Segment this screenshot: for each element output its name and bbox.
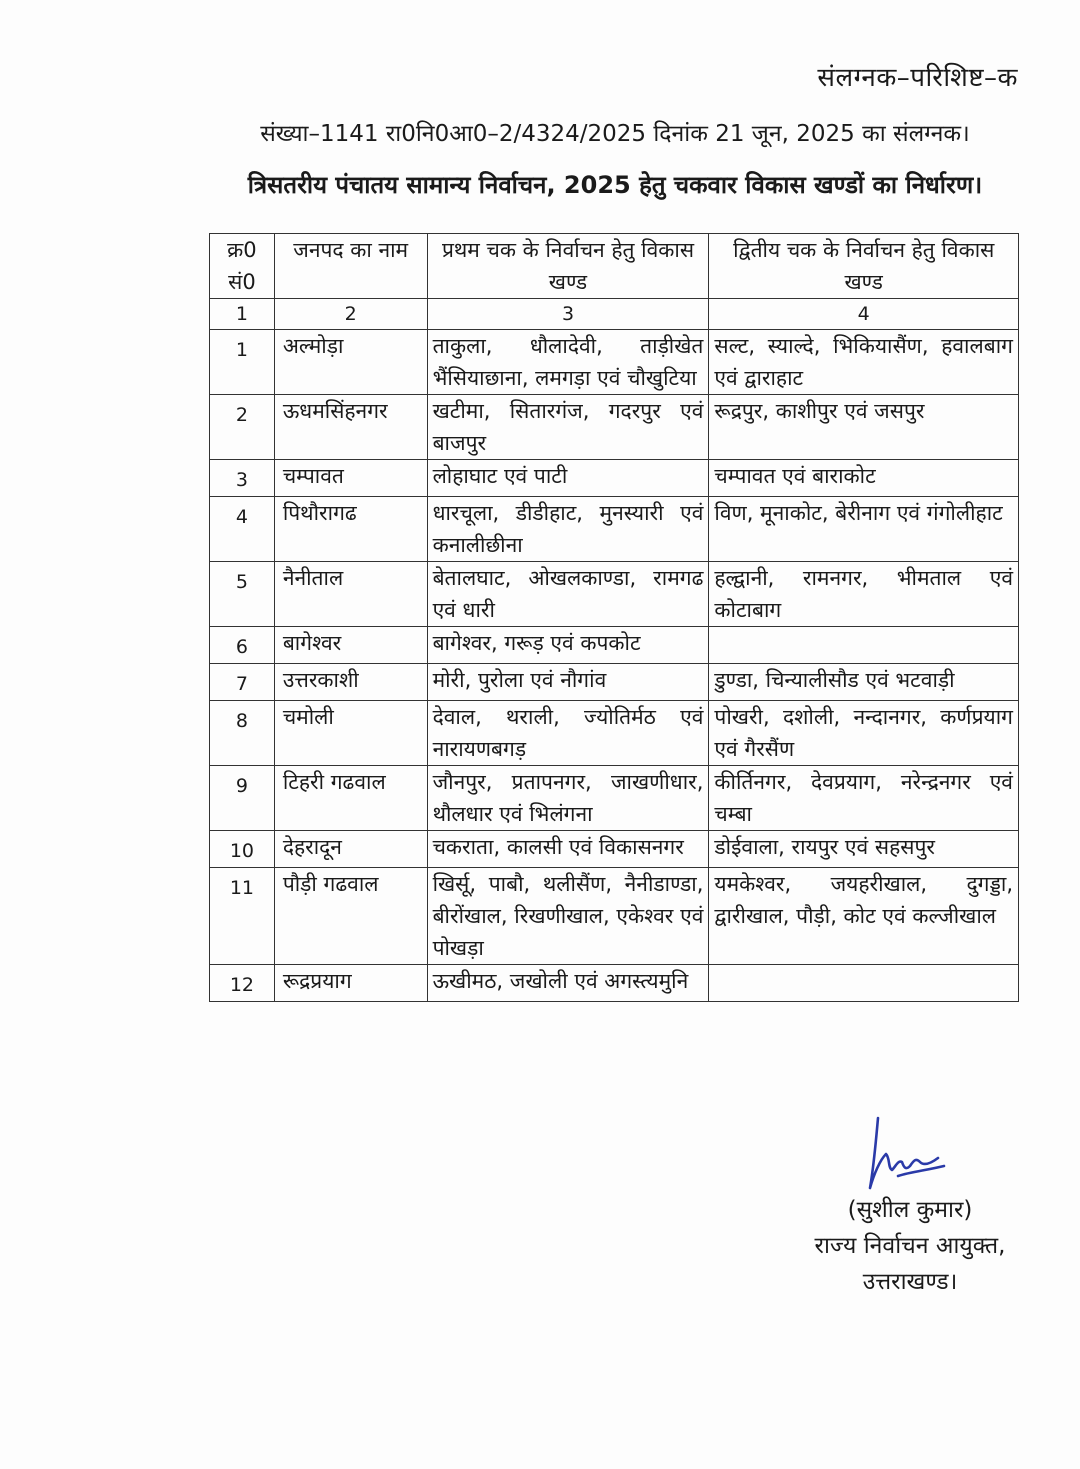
column-number: 2 (274, 299, 427, 330)
serial-number-cell: 11 (210, 868, 275, 965)
serial-number-cell: 3 (210, 460, 275, 497)
serial-number-cell: 8 (210, 701, 275, 766)
district-cell: नैनीताल (274, 562, 427, 627)
serial-number-cell: 10 (210, 831, 275, 868)
phase1-blocks-cell: बागेश्वर, गरूड़ एवं कपकोट (427, 627, 709, 664)
district-cell: पिथौरागढ (274, 497, 427, 562)
table-header-row (210, 234, 1019, 299)
development-blocks-table (209, 233, 1019, 1002)
phase2-blocks-cell: रूद्रपुर, काशीपुर एवं जसपुर (709, 395, 1019, 460)
district-cell: पौड़ी गढवाल (274, 868, 427, 965)
header-phase2: द्वितीय चक के निर्वाचन हेतु विकास खण्ड (709, 234, 1019, 299)
table-row (210, 627, 1019, 664)
district-cell: चम्पावत (274, 460, 427, 497)
serial-number-cell: 2 (210, 395, 275, 460)
table-row (210, 868, 1019, 965)
header-phase1: प्रथम चक के निर्वाचन हेतु विकास खण्ड (427, 234, 709, 299)
phase2-blocks-cell: डोईवाला, रायपुर एवं सहसपुर (709, 831, 1019, 868)
table-row (210, 965, 1019, 1002)
signatory-name: (सुशील कुमार) (847, 1197, 973, 1223)
serial-number-cell: 9 (210, 766, 275, 831)
phase2-blocks-cell: विण, मूनाकोट, बेरीनाग एवं गंगोलीहाट (709, 497, 1019, 562)
table-row (210, 766, 1019, 831)
district-cell: उत्तरकाशी (274, 664, 427, 701)
table-row (210, 664, 1019, 701)
signatory-text (780, 1192, 1040, 1300)
district-cell: चमोली (274, 701, 427, 766)
table-row (210, 701, 1019, 766)
serial-number-cell: 1 (210, 330, 275, 395)
district-cell: रूद्रप्रयाग (274, 965, 427, 1002)
table-row (210, 330, 1019, 395)
phase2-blocks-cell: डुण्डा, चिन्यालीसौड एवं भटवाड़ी (709, 664, 1019, 701)
phase1-blocks-cell: बेतालघाट, ओखलकाण्डा, रामगढ एवं धारी (427, 562, 709, 627)
serial-number-cell: 6 (210, 627, 275, 664)
serial-number-cell: 7 (210, 664, 275, 701)
signatory-state: उत्तराखण्ड। (862, 1269, 958, 1295)
district-cell: देहरादून (274, 831, 427, 868)
phase2-blocks-cell (709, 627, 1019, 664)
district-cell: बागेश्वर (274, 627, 427, 664)
phase2-blocks-cell: हल्द्वानी, रामनगर, भीमताल एवं कोटाबाग (709, 562, 1019, 627)
phase2-blocks-cell: सल्ट, स्याल्दे, भिकियासैंण, हवालबाग एवं द्वाराहाट (709, 330, 1019, 395)
column-number: 3 (427, 299, 709, 330)
phase2-blocks-cell: कीर्तिनगर, देवप्रयाग, नरेन्द्रनगर एवं चम्बा (709, 766, 1019, 831)
header-serial: क्र0 सं0 (210, 234, 275, 299)
phase2-blocks-cell: पोखरी, दशोली, नन्दानगर, कर्णप्रयाग एवं गैरसैंण (709, 701, 1019, 766)
district-cell: अल्मोड़ा (274, 330, 427, 395)
phase1-blocks-cell: ताकुला, धौलादेवी, ताड़ीखेत भैंसियाछाना, लमगड़ा एवं चौखुटिया (427, 330, 709, 395)
phase2-blocks-cell (709, 965, 1019, 1002)
phase2-blocks-cell: यमकेश्वर, जयहरीखाल, दुगड्डा, द्वारीखाल, पौड़ी, कोट एवं कल्जीखाल (709, 868, 1019, 965)
phase1-blocks-cell: देवाल, थराली, ज्योतिर्मठ एवं नारायणबगड़ (427, 701, 709, 766)
handwritten-signature (840, 1110, 960, 1200)
column-number-row (210, 299, 1019, 330)
phase1-blocks-cell: ऊखीमठ, जखोली एवं अगस्त्यमुनि (427, 965, 709, 1002)
serial-number-cell: 12 (210, 965, 275, 1002)
header-district: जनपद का नाम (274, 234, 427, 299)
phase1-blocks-cell: मोरी, पुरोला एवं नौगांव (427, 664, 709, 701)
column-number: 1 (210, 299, 275, 330)
signatory-designation: राज्य निर्वाचन आयुक्त, (814, 1233, 1006, 1259)
table-body (210, 330, 1019, 1002)
column-number: 4 (709, 299, 1019, 330)
phase1-blocks-cell: धारचूला, डीडीहाट, मुनस्यारी एवं कनालीछीना (427, 497, 709, 562)
phase1-blocks-cell: लोहाघाट एवं पाटी (427, 460, 709, 497)
table-row (210, 497, 1019, 562)
reference-line: संख्या–1141 रा0नि0आ0–2/4324/2025 दिनांक 21 जून, 2025 का संलग्नक। (260, 121, 970, 147)
phase1-blocks-cell: खटीमा, सितारगंज, गदरपुर एवं बाजपुर (427, 395, 709, 460)
table-row (210, 395, 1019, 460)
phase1-blocks-cell: खिर्सू, पाबौ, थलीसैंण, नैनीडाण्डा, बीरोंखाल, रिखणीखाल, एकेश्वर एवं पोखड़ा (427, 868, 709, 965)
phase2-blocks-cell: चम्पावत एवं बाराकोट (709, 460, 1019, 497)
phase1-blocks-cell: जौनपुर, प्रतापनगर, जाखणीधार, थौलधार एवं भिलंगना (427, 766, 709, 831)
table-row (210, 562, 1019, 627)
district-cell: ऊधमसिंहनगर (274, 395, 427, 460)
phase1-blocks-cell: चकराता, कालसी एवं विकासनगर (427, 831, 709, 868)
district-cell: टिहरी गढवाल (274, 766, 427, 831)
document-heading: त्रिसतरीय पंचातय सामान्य निर्वाचन, 2025 हेतु चकवार विकास खण्डों का निर्धारण। (247, 171, 983, 199)
annex-label: संलग्नक–परिशिष्ट–क (817, 63, 1018, 93)
table-row (210, 831, 1019, 868)
serial-number-cell: 5 (210, 562, 275, 627)
serial-number-cell: 4 (210, 497, 275, 562)
table-row (210, 460, 1019, 497)
